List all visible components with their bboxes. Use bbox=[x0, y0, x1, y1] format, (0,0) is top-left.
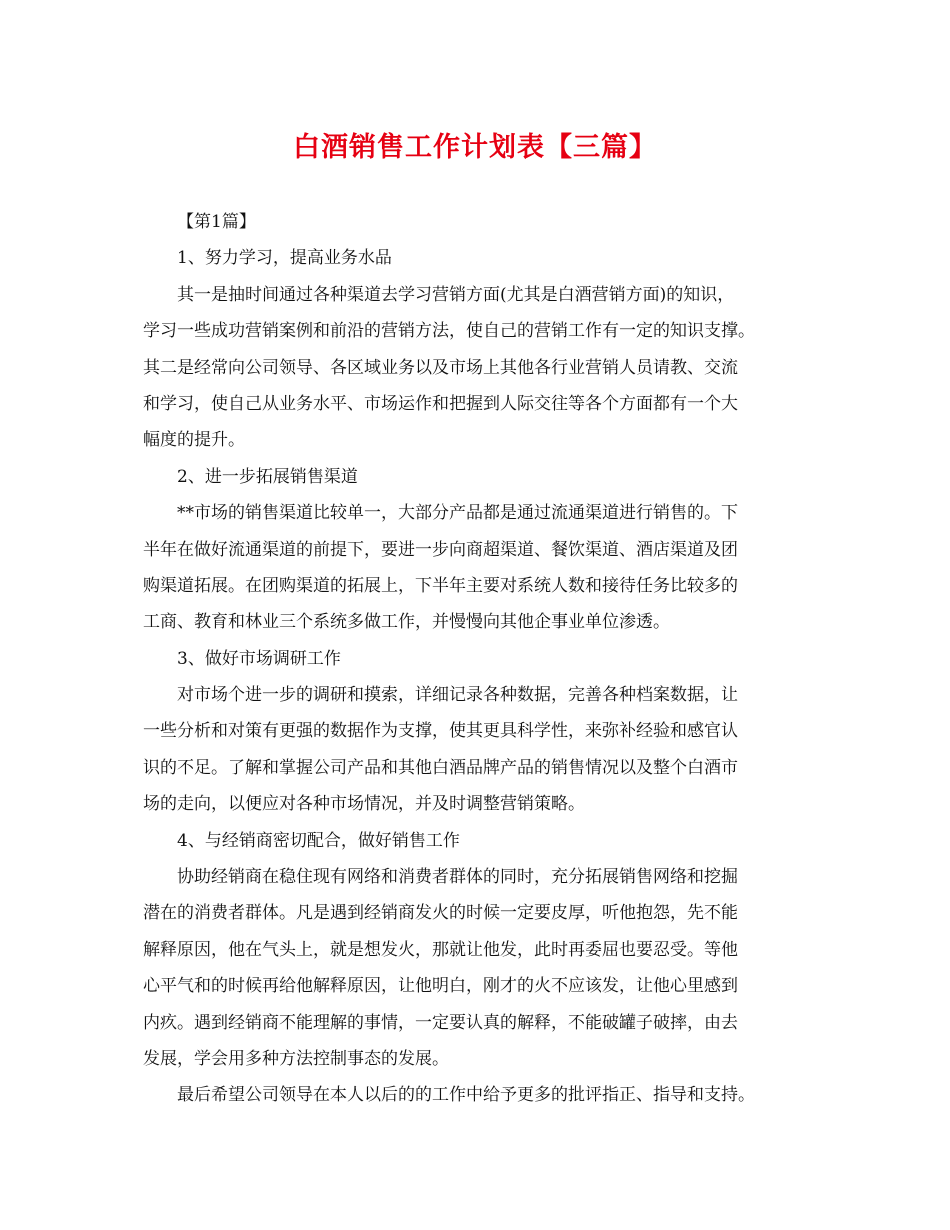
text-line: 其一是抽时间通过各种渠道去学习营销方面(尤其是白酒营销方面)的知识， bbox=[177, 284, 735, 305]
text-line: 一些分析和对策有更强的数据作为支撑，使其更具科学性，来弥补经验和感官认 bbox=[143, 721, 738, 742]
text-line: 内疚。遇到经销商不能理解的事情，一定要认真的解释，不能破罐子破摔，由去 bbox=[143, 1012, 738, 1033]
text-line: 1、努力学习，提高业务水品 bbox=[177, 248, 392, 269]
text-line: 识的不足。了解和掌握公司产品和其他白酒品牌产品的销售情况以及整个白酒市 bbox=[143, 757, 738, 778]
text-line: 解释原因，他在气头上，就是想发火，那就让他发，此时再委屈也要忍受。等他 bbox=[143, 939, 738, 960]
text-line: 半年在做好流通渠道的前提下，要进一步向商超渠道、餐饮渠道、酒店渠道及团 bbox=[143, 539, 738, 560]
text-line: 工商、教育和林业三个系统多做工作，并慢慢向其他企事业单位渗透。 bbox=[143, 612, 670, 633]
text-line: 【第1篇】 bbox=[177, 212, 256, 232]
text-line: 其二是经常向公司领导、各区域业务以及市场上其他各行业营销人员请教、交流 bbox=[143, 357, 738, 378]
text-line: 潜在的消费者群体。凡是遇到经销商发火的时候一定要皮厚，听他抱怨，先不能 bbox=[143, 903, 738, 924]
text-line: 场的走向，以便应对各种市场情况，并及时调整营销策略。 bbox=[143, 794, 585, 815]
document-body bbox=[143, 204, 809, 1114]
text-line: 学习一些成功营销案例和前沿的营销方法，使自己的营销工作有一定的知识支撑。 bbox=[143, 321, 755, 342]
text-line: 心平气和的时候再给他解释原因，让他明白，刚才的火不应该发，让他心里感到 bbox=[143, 976, 738, 997]
text-line: 和学习，使自己从业务水平、市场运作和把握到人际交往等各个方面都有一个大 bbox=[143, 393, 738, 414]
text-line: 2、进一步拓展销售渠道 bbox=[177, 466, 358, 487]
text-line: 购渠道拓展。在团购渠道的拓展上，下半年主要对系统人数和接待任务比较多的 bbox=[143, 575, 738, 596]
text-line: 最后希望公司领导在本人以后的的工作中给予更多的批评指正、指导和支持。 bbox=[177, 1085, 755, 1106]
text-line: 发展，学会用多种方法控制事态的发展。 bbox=[143, 1048, 449, 1069]
text-line: **市场的销售渠道比较单一，大部分产品都是通过流通渠道进行销售的。下 bbox=[177, 503, 738, 524]
text-line: 4、与经销商密切配合，做好销售工作 bbox=[177, 830, 460, 851]
text-line: 对市场个进一步的调研和摸索，详细记录各种数据，完善各种档案数据，让 bbox=[177, 685, 738, 706]
text-line: 协助经销商在稳住现有网络和消费者群体的同时，充分拓展销售网络和挖掘 bbox=[177, 867, 738, 888]
document-title: 白酒销售工作计划表【三篇】 bbox=[293, 132, 657, 163]
text-line: 3、做好市场调研工作 bbox=[177, 648, 341, 669]
text-line: 幅度的提升。 bbox=[143, 430, 245, 451]
